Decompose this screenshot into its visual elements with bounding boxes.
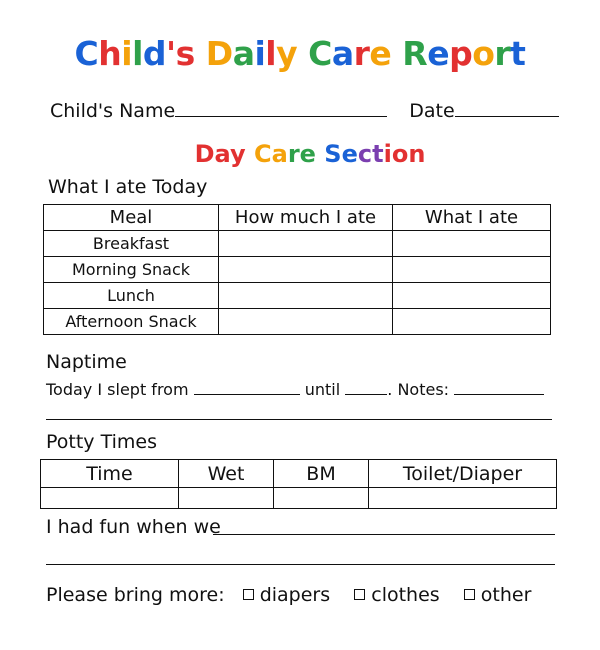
meal-name: Morning Snack (44, 257, 219, 283)
title-letter: t (510, 34, 526, 73)
toilet-cell[interactable] (369, 488, 557, 509)
childs-name-label: Child's Name (50, 100, 176, 122)
title-letter: d (142, 34, 167, 73)
amount-cell[interactable] (219, 283, 393, 309)
time-cell[interactable] (41, 488, 179, 509)
bring-label: Please bring more: (46, 584, 225, 606)
title-letter: R (402, 34, 428, 73)
bring-row (46, 584, 531, 606)
bm-column-header: BM (274, 460, 369, 488)
title-letter: r (353, 34, 370, 73)
title-letter (195, 34, 206, 73)
other-label: other (480, 584, 532, 606)
title-letter: o (472, 34, 495, 73)
wet-column-header: Wet (179, 460, 274, 488)
amount-cell[interactable] (219, 231, 393, 257)
title-letter: C (308, 34, 332, 73)
food-cell[interactable] (393, 283, 551, 309)
fun-label: I had fun when we (46, 516, 221, 538)
title-letter: i (254, 34, 266, 73)
title-letter: D (194, 140, 215, 168)
bm-cell[interactable] (274, 488, 369, 509)
meal-name: Breakfast (44, 231, 219, 257)
title-letter: o (391, 140, 409, 168)
table-row (41, 488, 557, 509)
fun-field[interactable] (213, 534, 555, 535)
table-row (44, 283, 551, 309)
title-letter: y (229, 140, 246, 168)
title-letter: p (449, 34, 473, 73)
other-option[interactable] (464, 584, 532, 606)
title-letter (297, 34, 308, 73)
amount-cell[interactable] (219, 257, 393, 283)
how-much-column-header: How much I ate (219, 205, 393, 231)
slept-from-label: Today I slept from (46, 380, 189, 399)
title-letter: S (324, 140, 342, 168)
title-letter: t (372, 140, 384, 168)
title-letter: D (205, 34, 233, 73)
clothes-option[interactable] (354, 584, 439, 606)
title-letter (391, 34, 402, 73)
fun-line-2[interactable] (46, 564, 555, 565)
meals-heading: What I ate Today (48, 176, 208, 198)
slept-from-field[interactable] (194, 382, 300, 395)
toilet-column-header: Toilet/Diaper (369, 460, 557, 488)
table-row (44, 231, 551, 257)
potty-table (40, 459, 557, 509)
title-letter: e (299, 140, 316, 168)
potty-heading: Potty Times (46, 431, 157, 453)
report-title (0, 34, 600, 73)
amount-cell[interactable] (219, 309, 393, 335)
title-letter: e (369, 34, 392, 73)
title-letter: a (331, 34, 354, 73)
title-letter: C (253, 140, 272, 168)
food-cell[interactable] (393, 231, 551, 257)
date-label: Date (409, 100, 455, 122)
title-letter: e (341, 140, 358, 168)
title-letter (246, 140, 254, 168)
title-letter: C (74, 34, 99, 73)
date-field[interactable] (455, 102, 559, 117)
food-cell[interactable] (393, 257, 551, 283)
until-label: until (304, 380, 341, 399)
title-letter: i (121, 34, 133, 73)
diapers-option[interactable] (243, 584, 330, 606)
table-row (44, 309, 551, 335)
notes-label: . Notes: (387, 380, 450, 399)
clothes-label: clothes (371, 584, 440, 606)
meal-column-header: Meal (44, 205, 219, 231)
what-column-header: What I ate (393, 205, 551, 231)
meal-name: Afternoon Snack (44, 309, 219, 335)
diapers-label: diapers (259, 584, 331, 606)
title-letter: ' (166, 34, 176, 73)
title-letter: a (232, 34, 255, 73)
meals-table (43, 204, 551, 335)
title-letter: e (427, 34, 450, 73)
notes-line[interactable] (46, 419, 552, 420)
title-letter: l (132, 34, 143, 73)
title-letter: r (494, 34, 511, 73)
title-letter: r (287, 140, 300, 168)
childs-name-field[interactable] (175, 102, 387, 117)
time-column-header: Time (41, 460, 179, 488)
title-letter: c (357, 140, 373, 168)
title-letter: a (214, 140, 230, 168)
checkbox-icon[interactable] (243, 589, 254, 600)
checkbox-icon[interactable] (464, 589, 475, 600)
naptime-row (46, 380, 544, 399)
title-letter: h (98, 34, 122, 73)
wet-cell[interactable] (179, 488, 274, 509)
naptime-heading: Naptime (46, 351, 127, 373)
name-date-row (50, 100, 559, 122)
title-letter: l (265, 34, 277, 73)
table-row (44, 257, 551, 283)
title-letter: a (271, 140, 288, 168)
meal-name: Lunch (44, 283, 219, 309)
title-letter: i (383, 140, 392, 168)
title-letter: s (175, 34, 195, 73)
title-letter: n (408, 140, 426, 168)
until-field[interactable] (345, 382, 387, 395)
title-letter: y (276, 34, 298, 73)
checkbox-icon[interactable] (354, 589, 365, 600)
food-cell[interactable] (393, 309, 551, 335)
section-title (0, 140, 600, 168)
notes-field[interactable] (454, 382, 544, 395)
